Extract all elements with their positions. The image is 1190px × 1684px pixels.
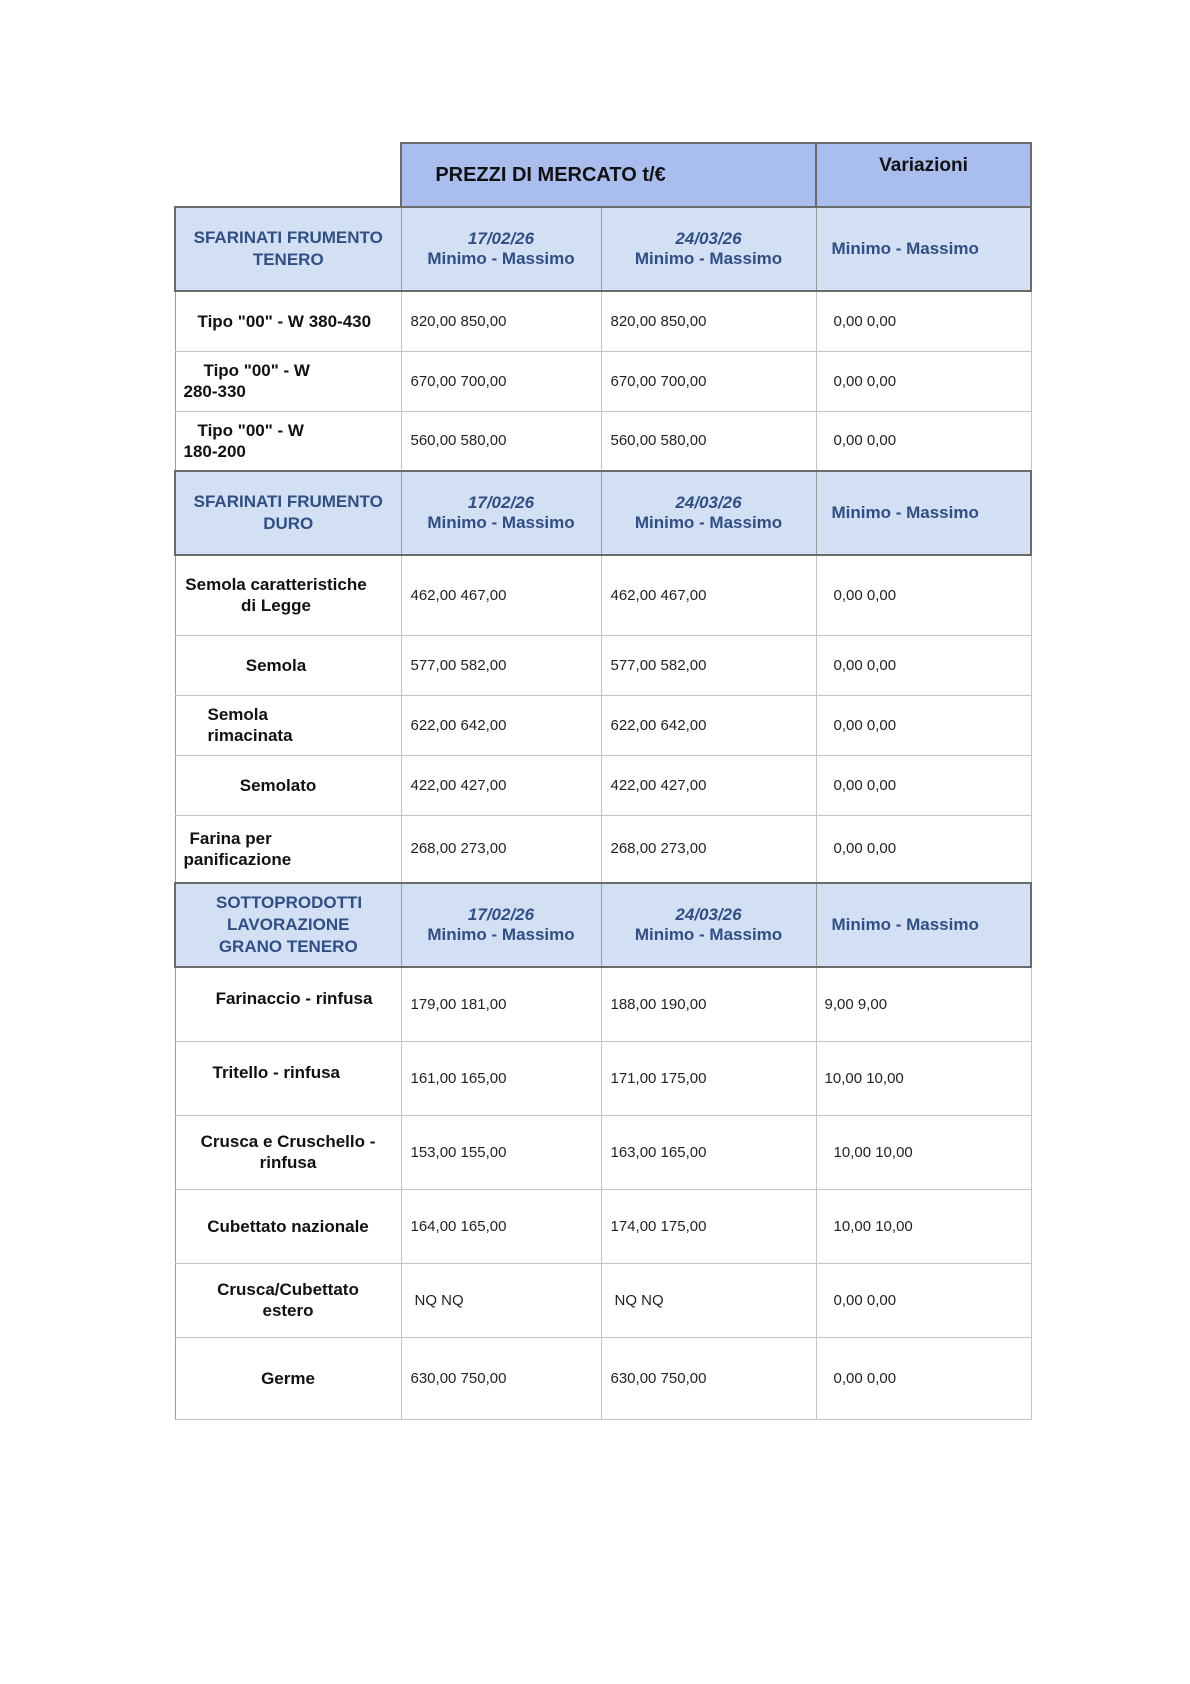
table-row (175, 555, 1031, 635)
price-variation: 0,00 0,00 (816, 555, 1031, 635)
table-row (175, 351, 1031, 411)
product-name-text: Farina per panificazione (183, 828, 292, 869)
variation-range-label: Minimo - Massimo (816, 883, 1031, 967)
market-prices-title-cell (401, 143, 816, 207)
price-date1: 560,00 580,00 (401, 411, 601, 471)
table-row (175, 1337, 1031, 1419)
section-header-duro (175, 471, 1031, 555)
product-name: Semola (175, 635, 401, 695)
product-name: Tritello - rinfusa (175, 1041, 401, 1115)
product-name: Cubettato nazionale (175, 1189, 401, 1263)
range-label: Minimo - Massimo (634, 249, 783, 268)
price-variation: 0,00 0,00 (816, 291, 1031, 351)
section-label: SOTTOPRODOTTI LAVORAZIONE GRANO TENERO (175, 883, 401, 967)
price-date2: 174,00 175,00 (601, 1189, 816, 1263)
price-date2: 560,00 580,00 (601, 411, 816, 471)
price-variation: 10,00 10,00 (816, 1115, 1031, 1189)
price-date1: 577,00 582,00 (401, 635, 601, 695)
price-date2: NQ NQ (601, 1263, 816, 1337)
price-date2: 268,00 273,00 (601, 815, 816, 883)
table-row (175, 1115, 1031, 1189)
price-date2: 163,00 165,00 (601, 1115, 816, 1189)
price-variation: 10,00 10,00 (816, 1041, 1031, 1115)
price-date1: 179,00 181,00 (401, 967, 601, 1041)
range-label: Minimo - Massimo (634, 513, 783, 532)
date2-header (601, 471, 816, 555)
price-date1: 268,00 273,00 (401, 815, 601, 883)
price-date1: 630,00 750,00 (401, 1337, 601, 1419)
price-variation: 0,00 0,00 (816, 815, 1031, 883)
date2: 24/03/26 (675, 493, 742, 512)
product-name-text: Tipo "00" - W 280-330 (183, 361, 310, 401)
price-variation: 0,00 0,00 (816, 635, 1031, 695)
price-date1: 161,00 165,00 (401, 1041, 601, 1115)
price-date1: 670,00 700,00 (401, 351, 601, 411)
price-date2: 622,00 642,00 (601, 695, 816, 755)
price-date2: 820,00 850,00 (601, 291, 816, 351)
price-date2: 670,00 700,00 (601, 351, 816, 411)
section-label: SFARINATI FRUMENTO DURO (175, 471, 401, 555)
price-variation: 10,00 10,00 (816, 1189, 1031, 1263)
table-row (175, 1263, 1031, 1337)
date1-header (401, 883, 601, 967)
price-date1: 153,00 155,00 (401, 1115, 601, 1189)
product-name: Crusca e Cruschello - rinfusa (175, 1115, 401, 1189)
range-label: Minimo - Massimo (427, 513, 575, 532)
date1: 17/02/26 (467, 493, 535, 512)
range-label: Minimo - Massimo (634, 925, 783, 944)
price-date1: 164,00 165,00 (401, 1189, 601, 1263)
market-prices-title: PREZZI DI MERCATO t/€ (435, 163, 666, 186)
price-date1: 422,00 427,00 (401, 755, 601, 815)
price-date2: 577,00 582,00 (601, 635, 816, 695)
table-row (175, 967, 1031, 1041)
price-date1: 622,00 642,00 (401, 695, 601, 755)
product-name (175, 411, 401, 471)
variazioni-title: Variazioni (879, 155, 968, 176)
price-variation: 0,00 0,00 (816, 695, 1031, 755)
price-variation: 0,00 0,00 (816, 411, 1031, 471)
price-date1: NQ NQ (401, 1263, 601, 1337)
date1-header (401, 207, 601, 291)
product-name: Farinaccio - rinfusa (175, 967, 401, 1041)
table-header-row (175, 143, 1031, 207)
section-header-tenero (175, 207, 1031, 291)
price-date1: 462,00 467,00 (401, 555, 601, 635)
table-row (175, 815, 1031, 883)
market-prices-table (174, 142, 1032, 1420)
product-name: Semolato (175, 755, 401, 815)
product-name-text: Tipo "00" - W 180-200 (183, 420, 304, 461)
section-label: SFARINATI FRUMENTO TENERO (175, 207, 401, 291)
price-date2: 462,00 467,00 (601, 555, 816, 635)
range-label: Minimo - Massimo (427, 925, 575, 944)
price-variation: 0,00 0,00 (816, 755, 1031, 815)
variation-range-label: Minimo - Massimo (816, 471, 1031, 555)
table-row (175, 1189, 1031, 1263)
date1: 17/02/26 (467, 229, 535, 248)
product-name: Tipo "00" - W 380-430 (175, 291, 401, 351)
empty-corner-cell (175, 143, 401, 207)
price-variation: 0,00 0,00 (816, 351, 1031, 411)
date2: 24/03/26 (675, 905, 742, 924)
date2: 24/03/26 (675, 229, 742, 248)
variation-range-label: Minimo - Massimo (816, 207, 1031, 291)
product-name: Semola rimacinata (175, 695, 401, 755)
price-date2: 630,00 750,00 (601, 1337, 816, 1419)
product-name: Semola caratteristiche di Legge (175, 555, 401, 635)
date1-header (401, 471, 601, 555)
price-date2: 188,00 190,00 (601, 967, 816, 1041)
date2-header (601, 207, 816, 291)
product-name: Germe (175, 1337, 401, 1419)
table-row (175, 411, 1031, 471)
table-row (175, 755, 1031, 815)
range-label: Minimo - Massimo (427, 249, 575, 268)
date1: 17/02/26 (467, 905, 535, 924)
price-variation: 0,00 0,00 (816, 1263, 1031, 1337)
price-date1: 820,00 850,00 (401, 291, 601, 351)
price-date2: 171,00 175,00 (601, 1041, 816, 1115)
price-variation: 9,00 9,00 (816, 967, 1031, 1041)
table-row (175, 635, 1031, 695)
product-name (175, 351, 401, 411)
variazioni-header-cell (816, 143, 1031, 207)
section-header-sottoprodotti (175, 883, 1031, 967)
table-row (175, 1041, 1031, 1115)
product-name (175, 815, 401, 883)
date2-header (601, 883, 816, 967)
product-name: Crusca/Cubettato estero (175, 1263, 401, 1337)
price-date2: 422,00 427,00 (601, 755, 816, 815)
price-variation: 0,00 0,00 (816, 1337, 1031, 1419)
table-row (175, 695, 1031, 755)
table-row (175, 291, 1031, 351)
